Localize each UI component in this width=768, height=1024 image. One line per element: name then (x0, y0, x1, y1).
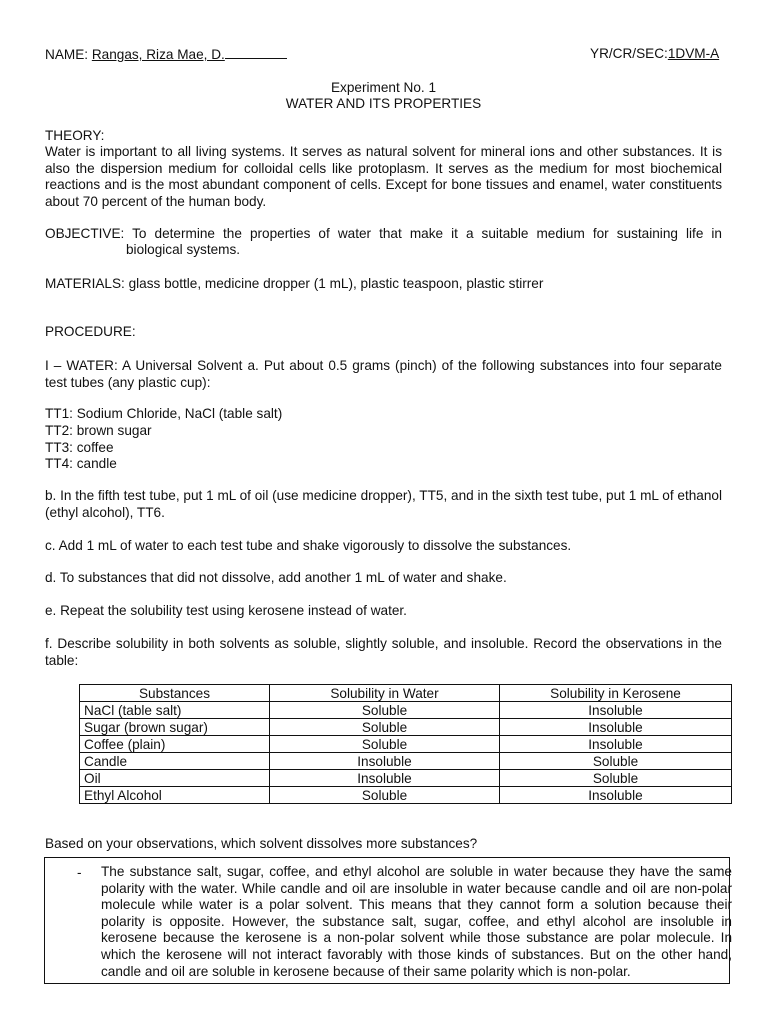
table-cell: Soluble (270, 702, 500, 719)
procedure-label: PROCEDURE: (45, 324, 136, 339)
name-underline (225, 46, 287, 59)
name-label: NAME: (45, 47, 92, 62)
question-text: Based on your observations, which solvent dissolves more substances? (45, 836, 478, 851)
table-header-cell: Substances (80, 685, 270, 702)
table-cell: Soluble (270, 719, 500, 736)
test-tube-1: TT1: Sodium Chloride, NaCl (table salt) (45, 406, 283, 421)
section-value: 1DVM-A (667, 46, 720, 61)
experiment-title: WATER AND ITS PROPERTIES (285, 96, 482, 111)
table-cell: Ethyl Alcohol (80, 787, 270, 804)
section-field (590, 46, 719, 63)
table-cell: Oil (80, 770, 270, 787)
procedure-step-a: I – WATER: A Universal Solvent a. Put about 0.5 grams (pinch) of the following substances into four separate test tubes (any plastic cup): (45, 358, 722, 390)
procedure-step-f: f. Describe solubility in both solvents as soluble, slightly soluble, and insoluble. Record the observations in the table: (45, 636, 722, 668)
table-header-cell: Solubility in Kerosene (500, 685, 732, 702)
table-header-cell: Solubility in Water (270, 685, 500, 702)
theory-text: Water is important to all living systems. It serves as natural solvent for mineral ions and other substances. It is also the dispersion medium for colloidal cells like protoplasm. It serves as the medium for most biochemical reactions and is the most abundant component of cells. Except for bone tissues and enamel, water constituents about 70 percent of the human body. (45, 144, 722, 209)
table-cell: Insoluble (500, 787, 732, 804)
table-cell: Insoluble (270, 753, 500, 770)
name-value: Rangas, Riza Mae, D. (91, 47, 225, 62)
procedure-step-e: e. Repeat the solubility test using kerosene instead of water. (45, 603, 407, 618)
materials-text: MATERIALS: glass bottle, medicine dropper (1 mL), plastic teaspoon, plastic stirrer (45, 276, 544, 291)
section-label: YR/CR/SEC: (590, 46, 668, 61)
table-cell: NaCl (table salt) (80, 702, 270, 719)
table-cell: Insoluble (500, 736, 732, 753)
table-cell: Sugar (brown sugar) (80, 719, 270, 736)
procedure-step-d: d. To substances that did not dissolve, add another 1 mL of water and shake. (45, 570, 507, 585)
answer-text: The substance salt, sugar, coffee, and ethyl alcohol are soluble in water because they have the same polarity with the water. While candle and oil are insoluble in water because candle and oil are non-polar molecule while water is a polar solvent. This means that they cannot form a solution because their polarity is opposite. However, the substance salt, sugar, coffee, and ethyl alcohol are insoluble in kerosene because the kerosene is a non-polar solvent while those substance are polar molecule. In which the kerosene will not interact favorably with those kinds of substances. But on the other hand, candle and oil are soluble in kerosene because of their same polarity which is non-polar. (101, 864, 732, 979)
table-cell: Coffee (plain) (80, 736, 270, 753)
table-cell: Insoluble (500, 702, 732, 719)
table-row (80, 719, 732, 736)
answer-box (44, 857, 730, 984)
table-row (80, 753, 732, 770)
table-cell: Soluble (500, 770, 732, 787)
procedure-step-b: b. In the fifth test tube, put 1 mL of oil (use medicine dropper), TT5, and in the sixth test tube, put 1 mL of ethanol (ethyl alcohol), TT6. (45, 488, 722, 520)
test-tube-4: TT4: candle (45, 456, 117, 471)
table-cell: Candle (80, 753, 270, 770)
table-row (80, 702, 732, 719)
objective-line-2: biological systems. (126, 242, 241, 257)
table-row (80, 770, 732, 787)
table-row (80, 787, 732, 804)
experiment-number: Experiment No. 1 (330, 80, 437, 95)
table-cell: Insoluble (270, 770, 500, 787)
table-cell: Soluble (500, 753, 732, 770)
objective-line-1: OBJECTIVE: To determine the properties of water that make it a suitable medium for sustaining life in (45, 226, 722, 241)
name-field (45, 46, 287, 64)
table-header-row (80, 685, 732, 702)
solubility-table (79, 684, 732, 804)
theory-label: THEORY: (45, 128, 105, 143)
table-cell: Soluble (270, 736, 500, 753)
test-tube-2: TT2: brown sugar (45, 423, 152, 438)
answer-bullet: - (77, 865, 82, 880)
test-tube-3: TT3: coffee (45, 440, 114, 455)
table-cell: Insoluble (500, 719, 732, 736)
table-cell: Soluble (270, 787, 500, 804)
procedure-step-c: c. Add 1 mL of water to each test tube and shake vigorously to dissolve the substances. (45, 538, 572, 553)
table-row (80, 736, 732, 753)
